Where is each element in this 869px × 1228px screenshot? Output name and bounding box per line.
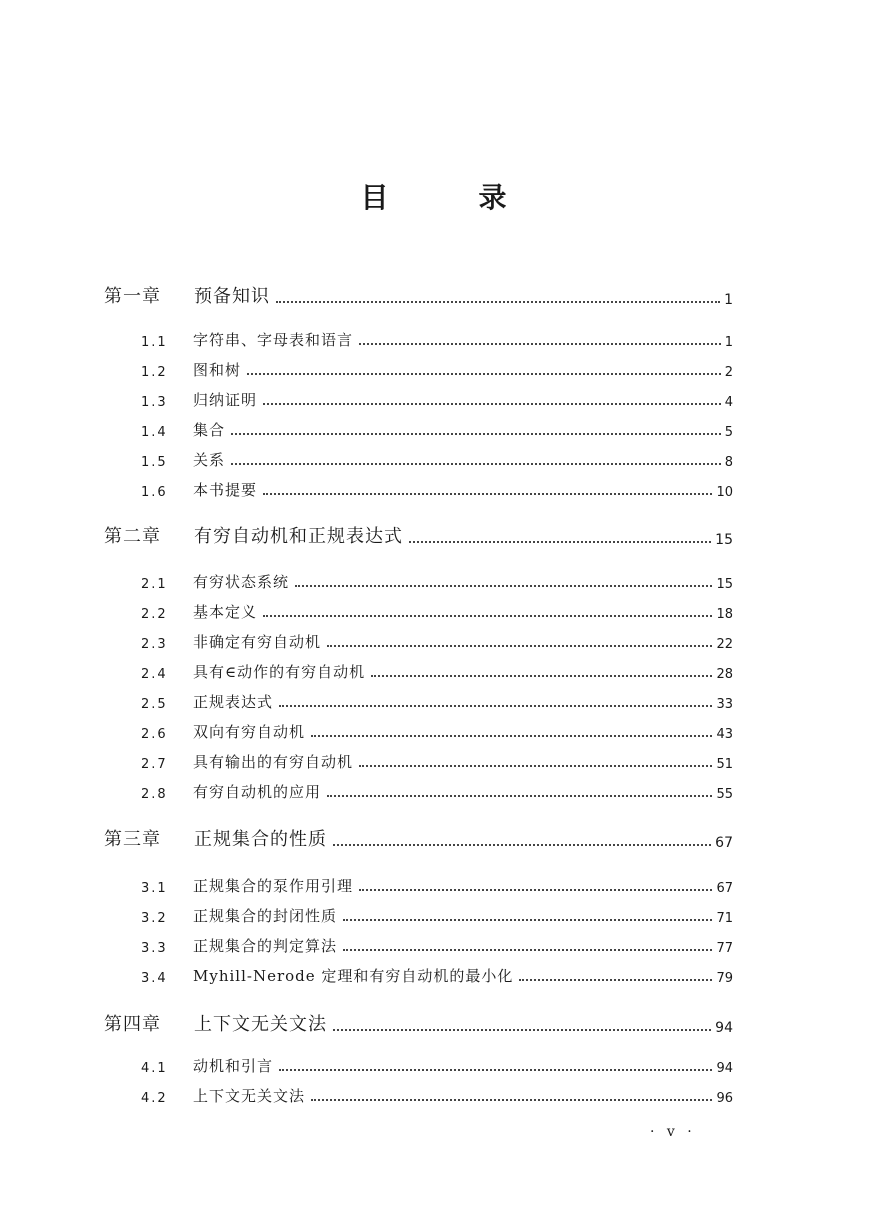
- page-number: 15: [715, 532, 733, 548]
- section-number: 3.2: [141, 911, 168, 926]
- chapter-number: 第一章: [104, 286, 161, 307]
- chapter-title: 正规集合的性质: [194, 829, 327, 850]
- section-title: 正规集合的判定算法: [193, 937, 338, 955]
- toc-chapter-row: [0, 825, 869, 851]
- section-title: 图和树: [193, 361, 242, 379]
- toc-section-row: [0, 444, 869, 470]
- toc-section-row: [0, 474, 869, 500]
- dot-leader: [327, 795, 712, 797]
- dot-leader: [263, 493, 712, 495]
- section-title: 非确定有穷自动机: [193, 633, 322, 651]
- dot-leader: [343, 919, 712, 921]
- chapter-title: 上下文无关文法: [194, 1014, 327, 1035]
- dot-leader: [311, 1099, 712, 1101]
- section-title: 双向有穷自动机: [193, 723, 306, 741]
- dot-leader: [263, 403, 721, 405]
- section-number: 1.5: [141, 455, 168, 470]
- section-number: 2.2: [141, 607, 168, 622]
- page-number: 43: [716, 727, 733, 742]
- page-number: 1: [724, 292, 733, 308]
- dot-leader: [263, 615, 712, 617]
- page-number: 96: [716, 1091, 733, 1106]
- toc-section-row: [0, 716, 869, 742]
- page-number: 15: [716, 577, 733, 592]
- chapter-number: 第二章: [104, 526, 161, 547]
- page-number: 4: [724, 395, 733, 410]
- section-title: 基本定义: [193, 603, 258, 621]
- toc-section-row: [0, 900, 869, 926]
- dot-leader: [311, 735, 712, 737]
- section-number: 2.8: [141, 787, 168, 802]
- section-number: 2.1: [141, 577, 168, 592]
- toc-section-row: [0, 1080, 869, 1106]
- section-title: 正规集合的泵作用引理: [193, 877, 354, 895]
- page-title: [0, 176, 869, 216]
- section-title: 集合: [193, 421, 226, 439]
- dot-leader: [359, 765, 712, 767]
- dot-leader: [276, 301, 720, 303]
- page-number: 10: [716, 485, 733, 500]
- toc-section-row: [0, 870, 869, 896]
- section-title: 有穷自动机的应用: [193, 783, 322, 801]
- section-title: Myhill-Nerode 定理和有穷自动机的最小化: [193, 967, 514, 985]
- dot-leader: [279, 1069, 712, 1071]
- section-number: 1.3: [141, 395, 168, 410]
- toc-section-row: [0, 566, 869, 592]
- section-title: 动机和引言: [193, 1057, 274, 1075]
- page-number: 67: [716, 881, 733, 896]
- dot-leader: [343, 949, 712, 951]
- toc-section-row: [0, 776, 869, 802]
- title-char-left: 目: [360, 181, 391, 214]
- toc-section-row: [0, 354, 869, 380]
- toc-section-row: [0, 596, 869, 622]
- page-number: 2: [724, 365, 733, 380]
- page-number: 94: [716, 1061, 733, 1076]
- toc-chapter-row: [0, 1010, 869, 1036]
- section-title: 具有输出的有穷自动机: [193, 753, 354, 771]
- page-number: 77: [716, 941, 733, 956]
- toc-section-row: [0, 414, 869, 440]
- chapter-number: 第三章: [104, 829, 161, 850]
- dot-leader: [519, 979, 712, 981]
- page-number: 51: [716, 757, 733, 772]
- section-number: 2.4: [141, 667, 168, 682]
- page-number: 28: [716, 667, 733, 682]
- title-char-right: 录: [478, 181, 509, 214]
- page-number: 1: [724, 335, 733, 350]
- chapter-title: 有穷自动机和正规表达式: [194, 526, 403, 547]
- dot-leader: [295, 585, 712, 587]
- page-number: 55: [716, 787, 733, 802]
- section-title: 字符串、字母表和语言: [193, 331, 354, 349]
- dot-leader: [359, 343, 721, 345]
- section-title: 正规表达式: [193, 693, 274, 711]
- dot-leader: [327, 645, 712, 647]
- section-title: 有穷状态系统: [193, 573, 290, 591]
- chapter-title: 预备知识: [194, 286, 270, 307]
- dot-leader: [247, 373, 721, 375]
- section-number: 4.2: [141, 1091, 168, 1106]
- page-number-footer: · v ·: [650, 1124, 696, 1140]
- section-number: 1.4: [141, 425, 168, 440]
- section-title: 本书提要: [193, 481, 258, 499]
- section-title: 正规集合的封闭性质: [193, 907, 338, 925]
- section-title: 归纳证明: [193, 391, 258, 409]
- section-number: 2.3: [141, 637, 168, 652]
- page-number: 33: [716, 697, 733, 712]
- section-number: 2.5: [141, 697, 168, 712]
- page-number: 67: [715, 835, 733, 851]
- page-number: 94: [715, 1020, 733, 1036]
- toc-section-row: [0, 1050, 869, 1076]
- chapter-number: 第四章: [104, 1014, 161, 1035]
- section-title: 具有∈动作的有穷自动机: [193, 663, 366, 681]
- toc-section-row: [0, 686, 869, 712]
- section-number: 4.1: [141, 1061, 168, 1076]
- section-number: 2.6: [141, 727, 168, 742]
- toc-section-row: [0, 656, 869, 682]
- page-number: 8: [724, 455, 733, 470]
- page-number: 22: [716, 637, 733, 652]
- toc-chapter-row: [0, 282, 869, 308]
- section-title: 关系: [193, 451, 226, 469]
- section-number: 2.7: [141, 757, 168, 772]
- dot-leader: [231, 463, 721, 465]
- toc-section-row: [0, 626, 869, 652]
- section-title: 上下文无关文法: [193, 1087, 306, 1105]
- section-number: 1.1: [141, 335, 168, 350]
- dot-leader: [409, 541, 711, 543]
- toc-section-row: [0, 746, 869, 772]
- page-number: 5: [724, 425, 733, 440]
- toc-chapter-row: [0, 522, 869, 548]
- section-number: 3.4: [141, 971, 168, 986]
- dot-leader: [279, 705, 712, 707]
- section-number: 1.6: [141, 485, 168, 500]
- toc-section-row: [0, 324, 869, 350]
- dot-leader: [359, 889, 712, 891]
- toc-section-row: [0, 960, 869, 986]
- page-number: 71: [716, 911, 733, 926]
- dot-leader: [371, 675, 712, 677]
- toc-section-row: [0, 384, 869, 410]
- section-number: 3.3: [141, 941, 168, 956]
- toc-section-row: [0, 930, 869, 956]
- dot-leader: [333, 844, 711, 846]
- section-number: 1.2: [141, 365, 168, 380]
- section-number: 3.1: [141, 881, 168, 896]
- dot-leader: [231, 433, 721, 435]
- page-number: 18: [716, 607, 733, 622]
- dot-leader: [333, 1029, 711, 1031]
- page-number: 79: [716, 971, 733, 986]
